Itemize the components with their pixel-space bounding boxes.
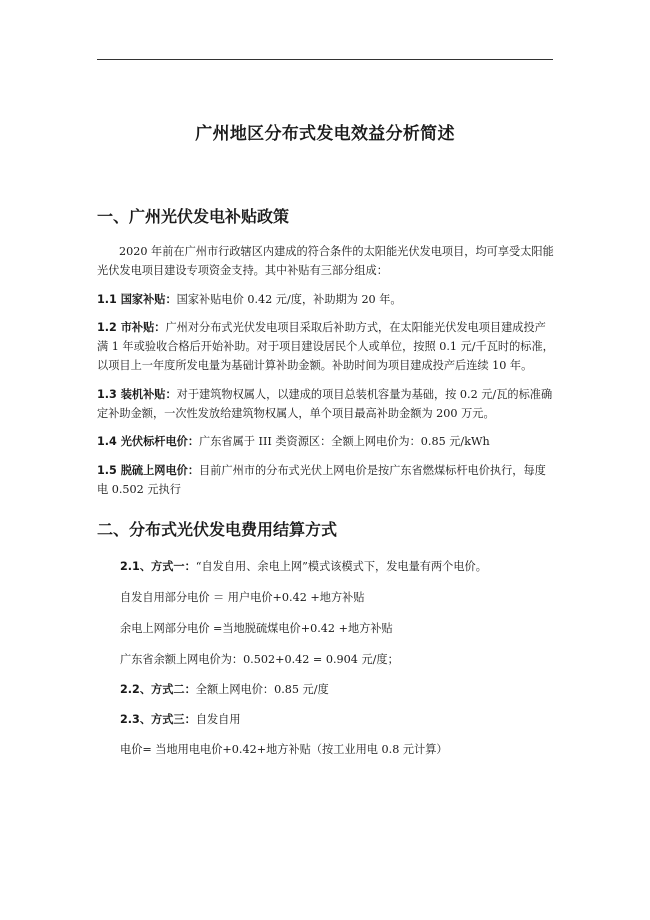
item-label: 1.3 装机补贴： <box>97 388 177 401</box>
header-rule <box>97 59 553 60</box>
settlement-line <box>120 710 241 729</box>
line-text: 广东省余额上网电价为：0.502+0.42 = 0.904 元/度； <box>120 653 399 666</box>
document-title: 广州地区分布式发电效益分析简述 <box>195 124 455 144</box>
line-text: 全额上网电价：0.85 元/度 <box>195 683 329 696</box>
settlement-line <box>120 619 393 638</box>
line-label: 2.3、方式三： <box>120 713 196 726</box>
line-label: 2.1、方式一： <box>120 560 196 573</box>
line-label: 2.2、方式二： <box>120 683 196 696</box>
section-1-heading: 一、广州光伏发电补贴政策 <box>97 207 290 226</box>
settlement-line <box>120 680 329 699</box>
item-text: 目前广州市的分布式光伏上网电价是按广东省燃煤标杆电价执行，每度电 0.502 元执行 <box>97 464 546 496</box>
item-1-1 <box>97 290 557 309</box>
section-1-intro: 2020 年前在广州市行政辖区内建成的符合条件的太阳能光伏发电项目，均可享受太阳能光伏发电项目建设专项资金支持。其中补贴有三部分组成： <box>97 245 554 277</box>
item-1-4 <box>97 432 557 451</box>
settlement-line <box>120 557 487 576</box>
line-text: 余电上网部分电价 =当地脱硫煤电价+0.42 +地方补贴 <box>120 622 393 635</box>
settlement-line <box>120 740 448 759</box>
line-text: “自发自用、余电上网”模式该模式下，发电量有两个电价。 <box>195 560 487 573</box>
item-text: 广东省属于 III 类资源区：全额上网电价为：0.85 元/kWh <box>199 435 490 448</box>
line-text: 自发自用 <box>195 713 241 726</box>
line-text: 自发自用部分电价 ＝ 用户电价+0.42 +地方补贴 <box>120 591 365 604</box>
item-1-5 <box>97 461 557 499</box>
settlement-line <box>120 650 399 669</box>
item-1-2 <box>97 318 557 375</box>
item-text: 对于建筑物权属人，以建成的项目总装机容量为基础，按 0.2 元/瓦的标准确定补助金额，一次性发放给建筑物权属人，单个项目最高补助金额为 200 万元。 <box>97 388 553 420</box>
settlement-line <box>120 588 365 607</box>
section-2-heading: 二、分布式光伏发电费用结算方式 <box>97 520 338 539</box>
item-label: 1.4 光伏标杆电价： <box>97 435 200 448</box>
item-label: 1.5 脱硫上网电价： <box>97 464 200 477</box>
line-text: 电价= 当地用电电价+0.42+地方补贴（按工业用电 0.8 元计算） <box>120 743 448 756</box>
item-label: 1.2 市补贴： <box>97 321 166 334</box>
item-text: 国家补贴电价 0.42 元/度，补助期为 20 年。 <box>176 293 402 306</box>
item-label: 1.1 国家补贴： <box>97 293 177 306</box>
item-1-3 <box>97 385 557 423</box>
item-text: 广州对分布式光伏发电项目采取后补助方式，在太阳能光伏发电项目建成投产满 1 年或验收合格后开始补助。对于项目建设居民个人或单位，按照 0.1 元/千瓦时的标准，以项目上一年度所发电量为基础计算补助金额。补助时间为项目建成投产后连续 10 年。 <box>97 321 554 372</box>
